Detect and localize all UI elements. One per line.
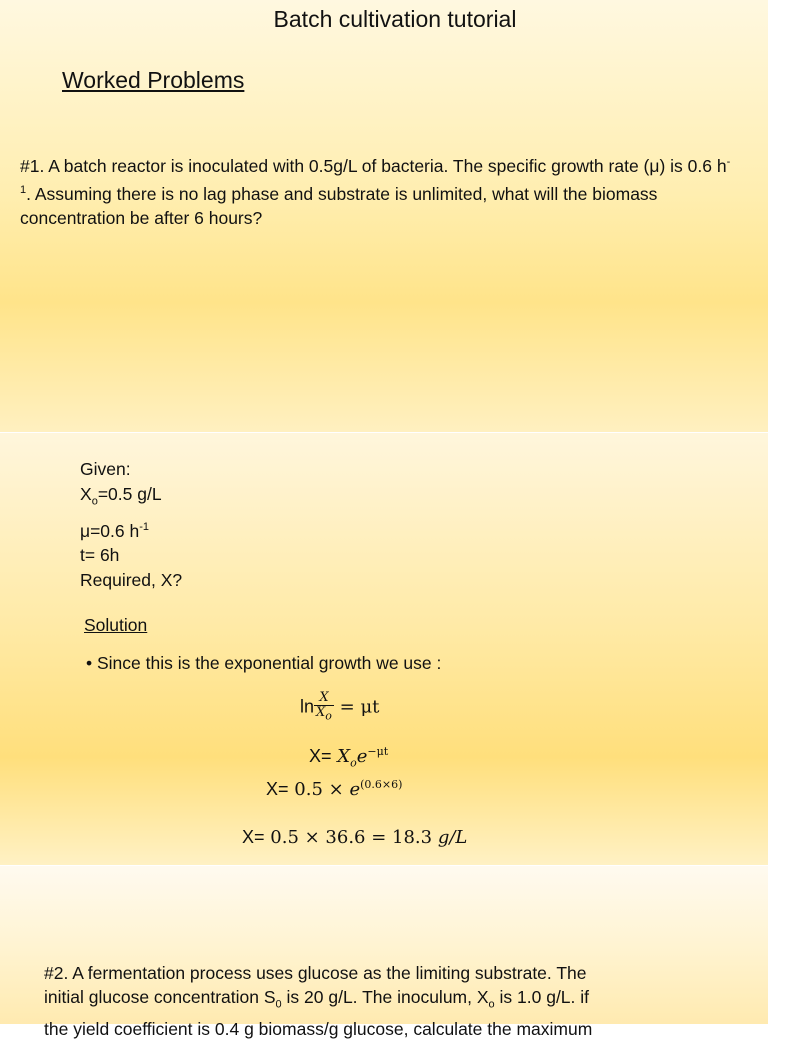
equation-3: $X= 0.5 \times e^{(0.6\times 6)}$: [266, 778, 403, 800]
problem-2-text: #2. A fermentation process uses glucose as the limiting substrate. The initial glucose concentration $S_0$ is 20 g/L. The inoculum, $X_o$ is 1.0 g/L. if the yield coefficient is 0.4 g biomass/g glucose, calculate the maximum: [44, 963, 593, 1039]
solution-heading: Solution: [84, 615, 148, 635]
slide-subtitle: Worked Problems: [62, 67, 245, 93]
equation-4: X= 0.5 × 36.6 = 18.3 g/L: [242, 827, 468, 848]
solution-bullet: • Since this is the exponential growth we use :: [86, 653, 442, 673]
slide-title: Batch cultivation tutorial: [273, 6, 517, 32]
given-t: t= 6h: [80, 545, 120, 566]
equation-2: $X= X_oe^{-\mu t}$: [309, 745, 389, 770]
given-x0: $X_o=0.5$ g/L: [80, 484, 162, 508]
slide-1: [0, 0, 768, 432]
given-label: Given:: [80, 459, 131, 479]
given-block: [80, 457, 182, 593]
given-mu: μ=0.6 $h^{-1}$: [80, 520, 150, 541]
slide-3: [0, 866, 768, 1039]
slide-2: [0, 433, 768, 865]
required-line: Required, X?: [80, 570, 183, 591]
problem-1-text: #1. A batch reactor is inoculated with 0.5g/L of bacteria. The specific growth rate (μ) is 0.6 $h^{-1}$. Assuming there is no lag phase and substrate is unlimited, what will the biomass concentration be after 6 hours?: [20, 155, 731, 228]
equation-1: ln $\frac{X}{X_o}$ = μt: [300, 690, 380, 723]
